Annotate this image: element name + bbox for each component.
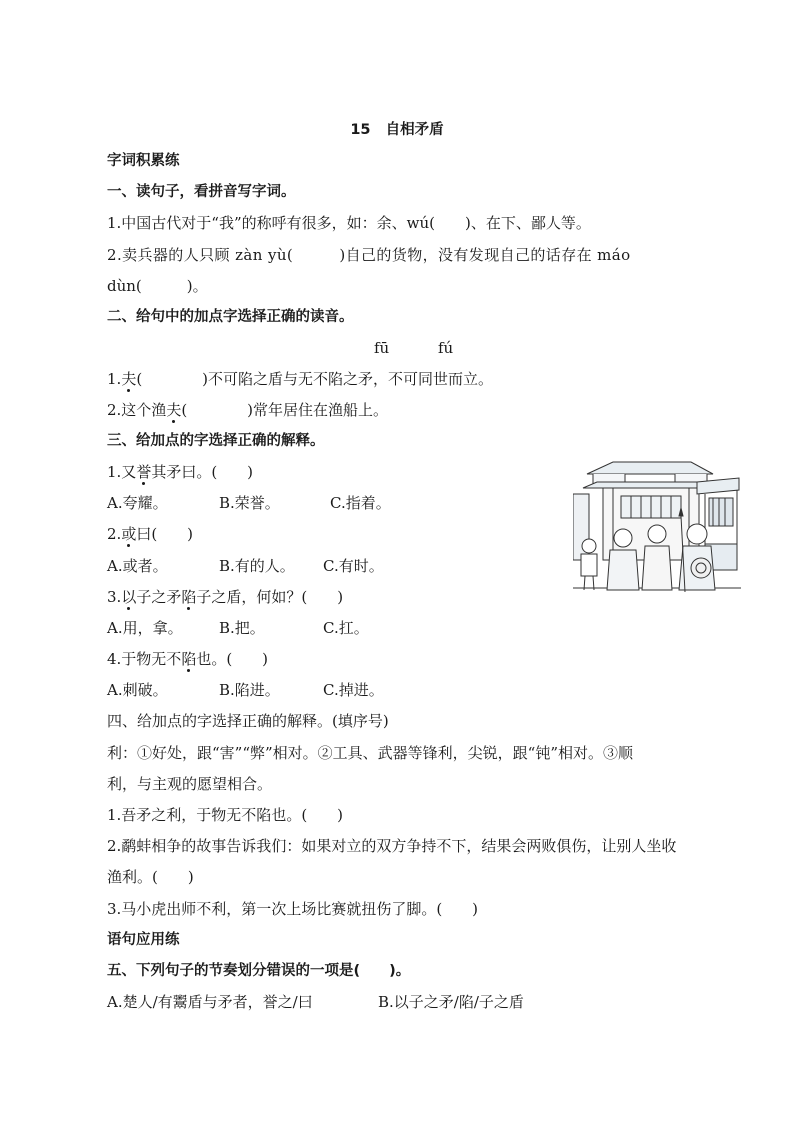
dotted-char: 陷 — [181, 588, 197, 606]
dotted-char: 誉 — [136, 463, 152, 481]
q3-heading: 三、给加点的字选择正确的解释。 — [107, 433, 325, 449]
q1-heading: 一、读句子，看拼音写字词。 — [107, 184, 296, 200]
q3-sub-1: 1.又誉其矛曰。( ) — [107, 463, 254, 481]
q3-4-opt-c: C.掉进。 — [323, 681, 384, 699]
q5-heading: 五、下列句子的节奏划分错误的一项是( )。 — [107, 963, 411, 979]
q4-sub-2a: 2.鹬蚌相争的故事告诉我们：如果对立的双方争持不下，结果会两败俱伤，让别人坐收 — [107, 837, 677, 855]
q3-3-opt-b: B.把。 — [219, 619, 265, 637]
q2-heading: 二、给句中的加点字选择正确的读音。 — [107, 309, 354, 325]
dotted-char: 或 — [121, 525, 137, 543]
q3-sub-2: 2.或曰( ) — [107, 525, 194, 543]
q3-1-opt-a: A.夸耀。 — [107, 494, 168, 512]
q4-definition-line2: 利，与主观的愿望相合。 — [107, 775, 273, 793]
dotted-char: 以 — [121, 588, 137, 606]
q1-item-1: 1.中国古代对于“我”的称呼有很多，如：余、wú( )、在下、鄙人等。 — [107, 214, 591, 232]
section-vocab-heading: 字词积累练 — [107, 153, 180, 169]
q1-item-2a: 2.卖兵器的人只顾 zàn yù( )自己的货物，没有发现自己的话存在 máo — [107, 246, 631, 264]
spear-shield-illustration — [573, 460, 741, 598]
q3-1-opt-b: B.荣誉。 — [219, 494, 280, 512]
q3-2-opt-b: B.有的人。 — [219, 557, 295, 575]
q3-sub-4: 4.于物无不陷也。( ) — [107, 650, 269, 668]
q1-item-2b: dùn( )。 — [107, 277, 208, 295]
dotted-char: 陷 — [181, 650, 197, 668]
q4-sub-2b: 渔利。( ) — [107, 868, 194, 886]
q2-pinyin-fu1: fū — [374, 339, 390, 357]
q3-1-opt-c: C.指着。 — [330, 494, 391, 512]
q4-heading: 四、给加点的字选择正确的解释。(填序号) — [107, 712, 389, 730]
q2-item-2: 2.这个渔夫( )常年居住在渔船上。 — [107, 401, 389, 419]
q2-item-1: 1.夫( )不可陷之盾与无不陷之矛，不可同世而立。 — [107, 370, 494, 388]
q3-2-opt-a: A.或者。 — [107, 557, 168, 575]
q3-3-opt-c: C.扛。 — [323, 619, 369, 637]
page-title: 15 自相矛盾 — [350, 122, 444, 138]
q5-opt-b: B.以子之矛/陷/子之盾 — [378, 993, 524, 1011]
dotted-char: 夫 — [121, 370, 137, 388]
q2-pinyin-fu2: fú — [438, 339, 454, 357]
q3-3-opt-a: A.用，拿。 — [107, 619, 183, 637]
q4-sub-1: 1.吾矛之利，于物无不陷也。( ) — [107, 806, 344, 824]
section-sentence-heading: 语句应用练 — [107, 932, 180, 948]
q5-opt-a: A.楚人/有鬻盾与矛者，誉之/曰 — [107, 993, 313, 1011]
q4-sub-3: 3.马小虎出师不利，第一次上场比赛就扭伤了脚。( ) — [107, 900, 479, 918]
q3-4-opt-b: B.陷进。 — [219, 681, 280, 699]
q4-definition-line1: 利：①好处，跟“害”“弊”相对。②工具、武器等锋利，尖锐，跟“钝”相对。③顺 — [107, 744, 634, 762]
q3-2-opt-c: C.有时。 — [323, 557, 384, 575]
dotted-char: 夫 — [166, 401, 182, 419]
q3-4-opt-a: A.刺破。 — [107, 681, 168, 699]
q3-sub-3: 3.以子之矛陷子之盾，何如？( ) — [107, 588, 344, 606]
